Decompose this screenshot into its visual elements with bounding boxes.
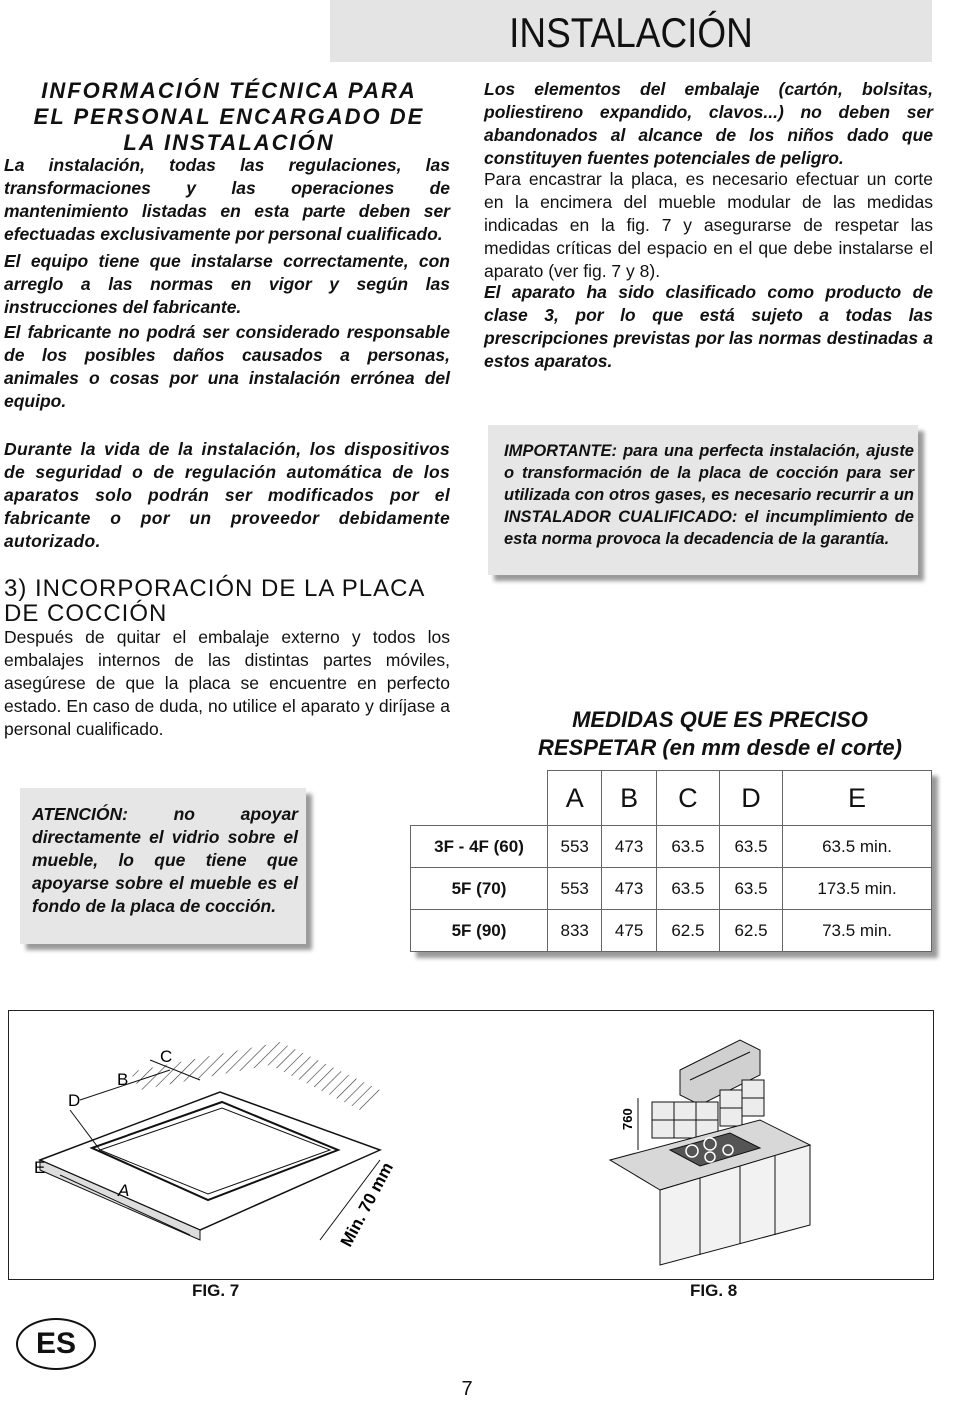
table-cell: 473 (602, 826, 656, 868)
tech-info-title-line-1: INFORMACIÓN TÉCNICA PARA (41, 78, 417, 103)
table-cell: 475 (602, 910, 656, 952)
table-cell: 63.5 min. (783, 826, 932, 868)
language-badge: ES (16, 1318, 96, 1370)
table-header-row (411, 771, 932, 826)
table-cell: 63.5 (719, 868, 782, 910)
table-cell: 63.5 (656, 826, 719, 868)
table-cell: 173.5 min. (783, 868, 932, 910)
fig8-label: FIG. 8 (690, 1281, 738, 1300)
table-row (411, 868, 932, 910)
page-number: 7 (461, 1378, 473, 1400)
fig7-letter-c: C (160, 1047, 173, 1066)
tech-info-p1: La instalación, todas las regulaciones, las transformaciones y las operaciones de mantenimiento listadas en esta parte deben ser efectuadas exclusivamente por personal cualificado. (4, 155, 450, 244)
column-header-a: A (548, 771, 602, 826)
section-3-body: Después de quitar el embalaje externo y todos los embalajes internos de las distintas partes móviles, asegúrese de que la placa se encuentre en perfecto estado. En caso de duda, no utilice el aparato y diríjase a personal cualificado. (4, 627, 450, 739)
fig7-label: FIG. 7 (192, 1281, 240, 1300)
section-3-title (4, 576, 450, 626)
table-cell: 73.5 min. (783, 910, 932, 952)
column-header-d: D (719, 771, 782, 826)
row-model-label: 5F (90) (411, 910, 548, 952)
measures-title (500, 706, 940, 762)
cutout-instructions: Para encastrar la placa, es necesario efectuar un corte en la encimera del mueble modular de las medidas indicadas en la fig. 7 y asegurarse de respetar las medidas críticas del espacio en el que debe instalarse el aparato (ver fig. 7 y 8). (484, 169, 933, 281)
tech-info-p3: El fabricante no podrá ser considerado responsable de los posibles daños causados a personas, animales o cosas por una instalación errónea del equipo. (4, 322, 450, 411)
tech-info-p2: El equipo tiene que instalarse correctamente, con arreglo a las normas en vigor y según las instrucciones del fabricante. (4, 251, 450, 317)
tech-info-title (8, 78, 450, 156)
table-cell: 833 (548, 910, 602, 952)
table-cell: 63.5 (656, 868, 719, 910)
column-header-c: C (656, 771, 719, 826)
table-corner-cell (411, 771, 548, 826)
measures-title-line-2: RESPETAR (en mm desde el corte) (538, 735, 902, 760)
tech-info-title-line-3: LA INSTALACIÓN (123, 130, 335, 155)
packaging-warning: Los elementos del embalaje (cartón, bolsitas, poliestireno expandido, clavos...) no deben ser abandonados al alcance de los niños dado que constituyen fuentes potenciales de peligro. (484, 79, 933, 168)
table-cell: 553 (548, 826, 602, 868)
tech-info-title-line-2: EL PERSONAL ENCARGADO DE (33, 104, 425, 129)
fig7-letter-d: D (68, 1091, 81, 1110)
table-row (411, 910, 932, 952)
table-cell: 62.5 (656, 910, 719, 952)
section-3-title-line-1: 3) INCORPORACIÓN DE LA PLACA (4, 575, 426, 602)
class-3-note: El aparato ha sido clasificado como producto de clase 3, por lo que está sujeto a todas las prescripciones previstas por las normas destinadas a estos aparatos. (484, 282, 933, 371)
attention-text: ATENCIÓN: no apoyar directamente el vidrio sobre el mueble, lo que tiene que apoyarse sobre el mueble es el fondo de la placa de cocción. (32, 804, 298, 916)
measures-title-line-1: MEDIDAS QUE ES PRECISO (572, 707, 868, 732)
table-cell: 62.5 (719, 910, 782, 952)
fig7-min-distance: Min. 70 mm (336, 1159, 398, 1250)
table-cell: 63.5 (719, 826, 782, 868)
fig7-letter-a: A (118, 1181, 130, 1200)
fig8-kitchen-diagram (560, 1030, 830, 1270)
column-header-e: E (783, 771, 932, 826)
table-cell: 553 (548, 868, 602, 910)
important-text: IMPORTANTE: para una perfecta instalación, ajuste o transformación de la placa de cocción para ser utilizada con otros gases, es necesario recurrir a un INSTALADOR CUALIFICADO: el incumplimiento de esta norma provoca la decadencia de la garantía. (504, 442, 914, 548)
row-model-label: 3F - 4F (60) (411, 826, 548, 868)
fig7-letter-b: B (117, 1070, 129, 1089)
tech-info-p4: Durante la vida de la instalación, los dispositivos de seguridad o de regulación automática de los aparatos solo podrán ser modificados por el fabricante o por un proveedor debidamente autorizado. (4, 439, 450, 551)
fig8-height-760: 760 (620, 1108, 635, 1130)
measures-table (410, 770, 932, 952)
fig7-letter-e: E (34, 1158, 46, 1177)
table-row (411, 826, 932, 868)
row-model-label: 5F (70) (411, 868, 548, 910)
section-3-title-line-2: DE COCCIÓN (4, 600, 168, 627)
fig7-cutout-diagram (20, 1030, 460, 1270)
table-cell: 473 (602, 868, 656, 910)
column-header-b: B (602, 771, 656, 826)
page-title: INSTALACIÓN (509, 9, 753, 56)
